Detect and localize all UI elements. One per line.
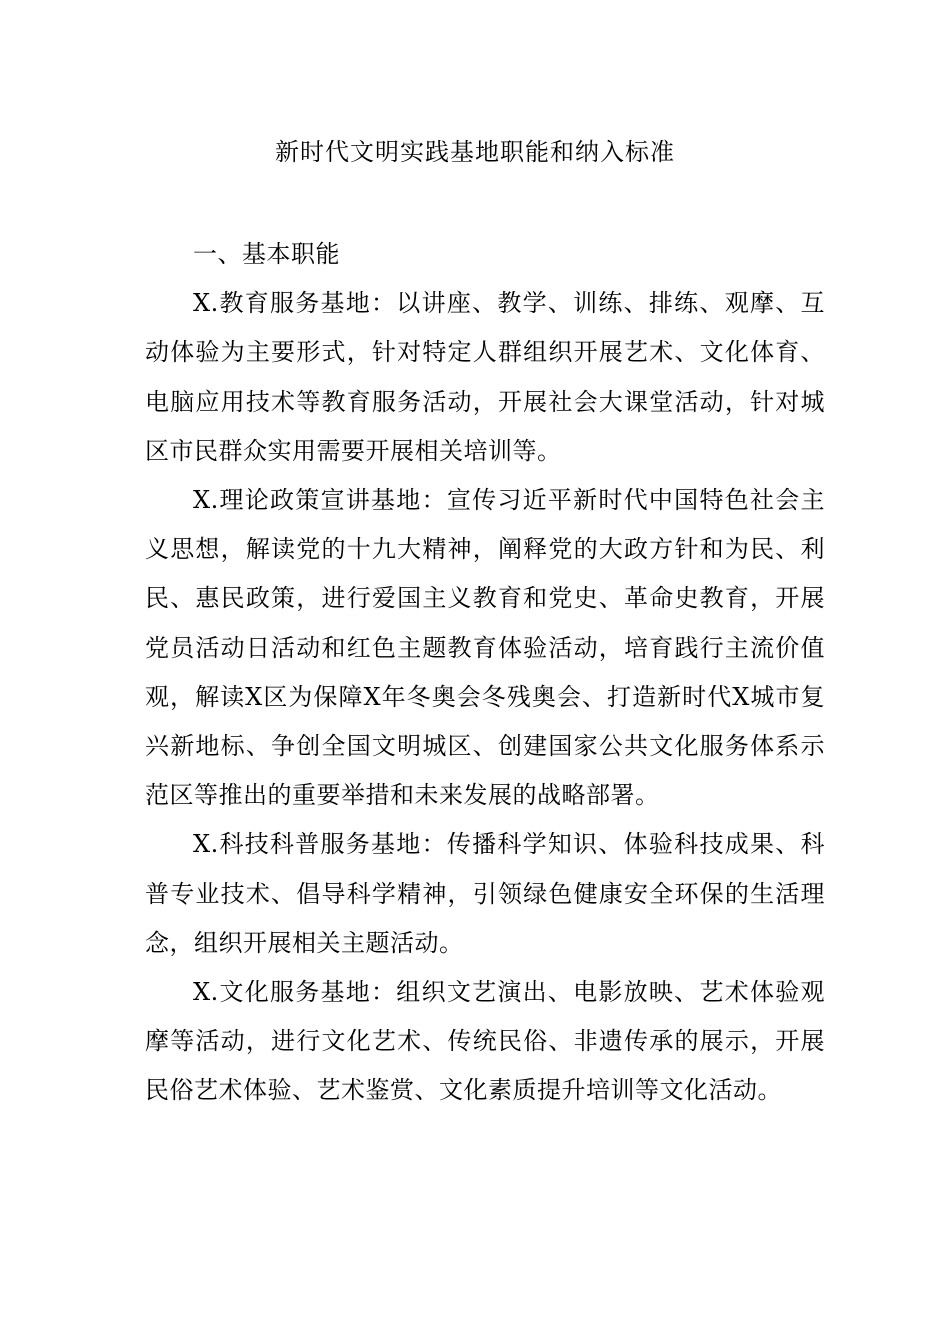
document-body bbox=[145, 230, 825, 1116]
section-heading: 一、基本职能 bbox=[193, 240, 340, 268]
document-title: 新时代文明实践基地职能和纳入标准 bbox=[275, 138, 675, 166]
paragraph-theory-policy-base: X.理论政策宣讲基地：宣传习近平新时代中国特色社会主义思想，解读党的十九大精神，阐释党的大政方针和为民、利民、惠民政策，进行爱国主义教育和党史、革命史教育，开展党员活动日活动和红色主题教育体验活动，培育践行主流价值观，解读X区为保障X年冬奥会冬残奥会、打造新时代X城市复兴新地标、争创全国文明城区、创建国家公共文化服务体系示范区等推出的重要举措和未来发展的战略部署。 bbox=[145, 486, 825, 810]
paragraph-education-base: X.教育服务基地：以讲座、教学、训练、排练、观摩、互动体验为主要形式，针对特定人群组织开展艺术、文化体育、电脑应用技术等教育服务活动，开展社会大课堂活动，针对城区市民群众实用需要开展相关培训等。 bbox=[145, 289, 825, 465]
paragraph-culture-base: X.文化服务基地：组织文艺演出、电影放映、艺术体验观摩等活动，进行文化艺术、传统民俗、非遗传承的展示，开展民俗艺术体验、艺术鉴赏、文化素质提升培训等文化活动。 bbox=[145, 978, 825, 1105]
paragraph-science-base: X.科技科普服务基地：传播科学知识、体验科技成果、科普专业技术、倡导科学精神，引领绿色健康安全环保的生活理念，组织开展相关主题活动。 bbox=[145, 830, 825, 957]
